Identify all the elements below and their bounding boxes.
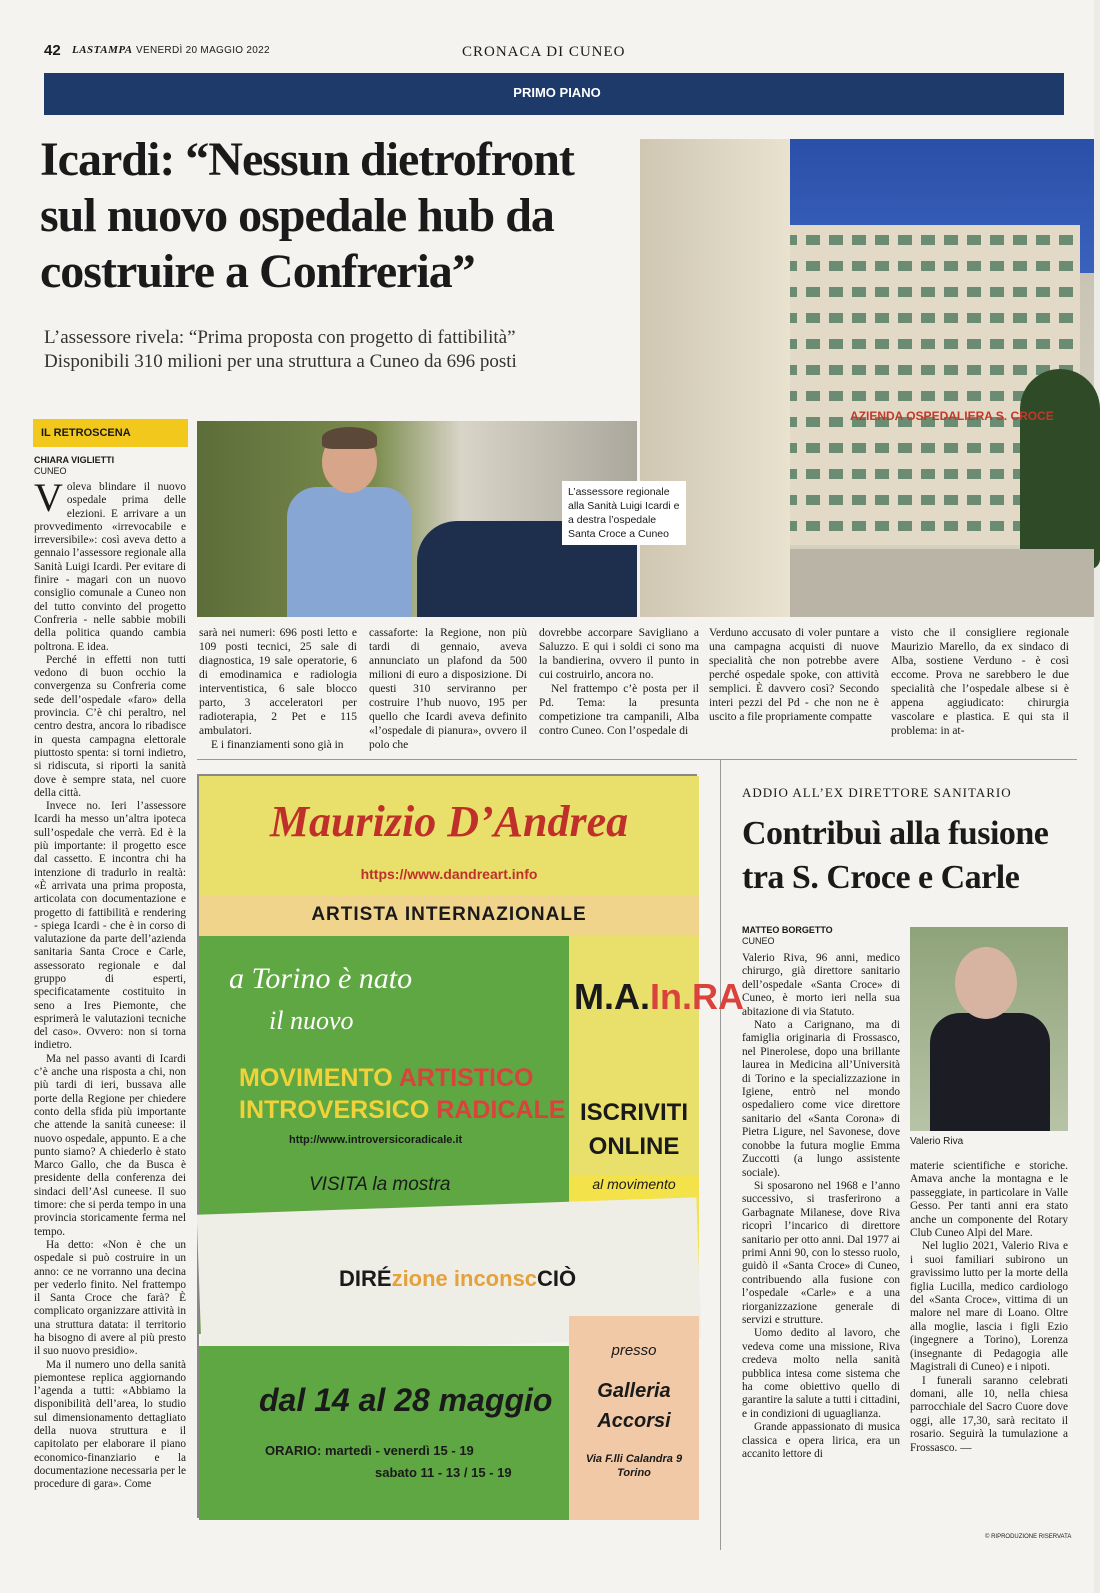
ad-url: https://www.dandreart.info — [360, 866, 538, 882]
building-window — [852, 287, 866, 297]
building-window — [1013, 235, 1027, 245]
building-window — [875, 391, 889, 401]
building-window — [1036, 235, 1050, 245]
building-window — [852, 261, 866, 271]
building-window — [944, 391, 958, 401]
building-window — [852, 339, 866, 349]
building-window — [1013, 365, 1027, 375]
building-window — [944, 365, 958, 375]
building-window — [921, 339, 935, 349]
building-window — [944, 443, 958, 453]
building-window — [898, 235, 912, 245]
building-window — [875, 365, 889, 375]
building-window — [875, 235, 889, 245]
building-window — [967, 235, 981, 245]
article-kicker: IL RETROSCENA — [33, 419, 188, 447]
building-window — [852, 521, 866, 531]
ad-line-2: il nuovo — [269, 1006, 354, 1035]
building-window — [852, 391, 866, 401]
ad-presso: presso — [611, 1342, 657, 1359]
building-window — [806, 469, 820, 479]
ad-artist-name: Maurizio D’Andrea — [269, 797, 629, 846]
building-window — [990, 313, 1004, 323]
building-window — [898, 495, 912, 505]
section-band — [44, 73, 1064, 115]
building-window — [806, 235, 820, 245]
building-window — [898, 521, 912, 531]
building-window — [990, 365, 1004, 375]
building-window — [1036, 287, 1050, 297]
building-window — [967, 521, 981, 531]
article-column-2: sarà nei numeri: 696 posti letto e 109 posti tecnici, 25 sale di diagnostica, 19 sale operatorie, 6 di emodinamica e radiologia interventistica, 6 sale blocco parto, 3 acceleratori per radioterapia, 2 Pet e 115 ambulatori. E i finanziamenti sono già in — [199, 627, 357, 751]
building-window — [990, 495, 1004, 505]
article-column-5: Verduno accusato di voler puntare a una campagna acquisti di nuove specialità che non potrebbe avere perché ospedale spoke, con attività semplici. È davvero così? Secondo interi pezzi del Pd - che non ne è uscito a file propriamente compatte — [709, 627, 879, 723]
building-window — [990, 469, 1004, 479]
building-window — [806, 495, 820, 505]
building-window — [829, 391, 843, 401]
photo-caption: L’assessore regionale alla Sanità Luigi Icardi e a destra l’ospedale Santa Croce a Cuneo — [562, 481, 686, 545]
issue-date: VENERDÌ 20 MAGGIO 2022 — [136, 45, 270, 56]
building-window — [1059, 235, 1073, 245]
building-window — [921, 235, 935, 245]
tree — [1020, 369, 1100, 569]
obituary-dateline: CUNEO — [742, 936, 775, 946]
building-window — [806, 365, 820, 375]
building-window — [806, 443, 820, 453]
building-window — [875, 261, 889, 271]
building-window — [898, 339, 912, 349]
building-window — [829, 313, 843, 323]
ad-signup-sub: al movimento — [592, 1176, 676, 1192]
author: CHIARA VIGLIETTI — [34, 455, 115, 465]
article-column-6: visto che il consigliere regionale Maurizio Marello, da ex sindaco di Alba, sostiene Verduno - è così eccome. Prova ne sarebbero le due specialità che l’ospedale albese si è appena aggiudicato: chirurgia vascolare e plastica. E qui sta il problema: in at- — [891, 627, 1069, 737]
building-window — [875, 495, 889, 505]
building-window — [806, 391, 820, 401]
subhead-line-2: Disponibili 310 milioni per una struttura a Cuneo da 696 posti — [44, 351, 517, 372]
building-window — [806, 313, 820, 323]
building-window — [1059, 261, 1073, 271]
building-window — [990, 235, 1004, 245]
building-window — [852, 235, 866, 245]
building-window — [898, 365, 912, 375]
building-window — [921, 469, 935, 479]
ad-dates: dal 14 al 28 maggio — [259, 1382, 553, 1418]
building-window — [829, 443, 843, 453]
section-title: CRONACA DI CUNEO — [462, 44, 626, 60]
building-window — [944, 469, 958, 479]
building-window — [829, 287, 843, 297]
building-window — [967, 443, 981, 453]
riva-portrait — [910, 927, 1068, 1131]
building-window — [829, 235, 843, 245]
section-tab: PRIMO PIANO — [513, 85, 601, 100]
ad-url-2: http://www.introversicoradicale.it — [289, 1134, 463, 1146]
building-window — [829, 469, 843, 479]
tower-building — [640, 139, 790, 617]
building-window — [967, 313, 981, 323]
building-window — [944, 495, 958, 505]
paper-logo: LASTAMPA — [72, 44, 133, 56]
building-window — [1059, 313, 1073, 323]
dateline: CUNEO — [34, 466, 67, 476]
building-window — [921, 495, 935, 505]
building-window — [1059, 287, 1073, 297]
building-window — [990, 521, 1004, 531]
building-window — [898, 287, 912, 297]
building-window — [1036, 261, 1050, 271]
ad-logo: M.A.In.RA — [574, 976, 744, 1017]
building-window — [921, 365, 935, 375]
portrait-caption: Valerio Riva — [910, 1136, 964, 1147]
building-window — [829, 521, 843, 531]
building-window — [1013, 287, 1027, 297]
divider — [720, 760, 721, 1550]
obituary-column-1: Valerio Riva, 96 anni, medico chirurgo, già direttore sanitario dell’ospedale «Santa Croce» di Cuneo, è morto ieri nella sua abitazione di via Statuto. Nato a Carignano, ma di famiglia originaria di Frossasco, nel Pinerolese, dopo una brillante laurea in Medicina all’Università di Torino e la specializzazione in Igiene, entrò nel mondo ospedaliero come vice direttore sanitario del «Santa Corona» di Pietra Ligure, nel Savonese, dove conobbe la futura moglie Emma Zuccotti (a lungo assistente sociale). Si sposarono nel 1968 e l’anno successivo, si trasferirono a Garbagnate Milanese, dove Riva ricoprì l’incarico di direttore sanitario per otto anni. Dal 1977 ai primi Anni 90, con lo stesso ruolo, guidò il «Santa Croce» di Cuneo, contribuendo alla fusione con l’ospedale «Carle» e a una riorganizzazione generale di servizi e strutture. Uomo dedito al lavoro, che vedeva come una missione, Riva credeva molto nella sanità pubblica intesa come sistema che ha come obiettivo quello di garantire la salute a tutti i cittadini, e in condizioni di uguaglianza. Grande appassionato di musica classica e opera lirica, era un accanito lettore di — [742, 952, 900, 1461]
building-window — [806, 287, 820, 297]
building-window — [944, 261, 958, 271]
road — [790, 549, 1094, 617]
obituary-author: MATTEO BORGETTO — [742, 925, 833, 935]
building-window — [898, 391, 912, 401]
building-window — [875, 521, 889, 531]
building-window — [990, 287, 1004, 297]
building-window — [806, 261, 820, 271]
ad-hours: ORARIO: martedì - venerdì 15 - 19 sabato 11 - 13 / 15 - 19 — [265, 1443, 512, 1480]
dropcap: V — [34, 475, 63, 520]
building-window — [921, 443, 935, 453]
building-window — [967, 261, 981, 271]
building-window — [1013, 339, 1027, 349]
building-window — [944, 235, 958, 245]
building-window — [829, 417, 843, 427]
obituary-headline: Contribuì alla fusione tra S. Croce e Carle — [742, 815, 1049, 896]
building-window — [829, 261, 843, 271]
building-window — [875, 443, 889, 453]
building-window — [990, 261, 1004, 271]
building-window — [944, 339, 958, 349]
ad-line-1: a Torino è nato — [229, 962, 413, 995]
building-window — [944, 521, 958, 531]
building-window — [990, 391, 1004, 401]
building-window — [829, 495, 843, 505]
page-header — [44, 40, 1064, 64]
hospital-sign: AZIENDA OSPEDALIERA S. CROCE — [850, 409, 1054, 423]
building-window — [990, 443, 1004, 453]
building-window — [829, 339, 843, 349]
building-window — [921, 313, 935, 323]
building-window — [898, 313, 912, 323]
obituary-kicker: ADDIO ALL’EX DIRETTORE SANITARIO — [742, 785, 1012, 800]
building-window — [852, 495, 866, 505]
building-window — [898, 261, 912, 271]
building-window — [852, 365, 866, 375]
building-window — [944, 287, 958, 297]
building-window — [1036, 313, 1050, 323]
building-window — [944, 313, 958, 323]
building-window — [967, 469, 981, 479]
article-column-1: Voleva blindare il nuovo ospedale prima delle elezioni. E arrivare a un provvedimento «irrevocabile e irreversibile»: così aveva detto a gennaio l’assessore regionale alla Sanità Luigi Icardi. Per evitare di finire - magari con un nuovo consiglio comunale a Cuneo non del tutto convinto del progetto Confreria - nelle sabbie mobili della politica quando cambia poltrona. E idea. Perché in effetti non tutti vedono di buon occhio la convergenza su Confreria come sede dell’ospedale «faro» della provincia. C’è chi peraltro, nel centro destra, ancora lo ribadisce in questa campagna elettorale piuttosto spenta: si torni indietro, si ridiscuta, si riporti la sanità dove è sempre stata, nel cuore della città. Invece no. Ieri l’assessore Icardi ha messo un’altra ipoteca sull’ospedale che verrà. Ed è la più importante: il progetto esce dal cassetto. E incontra chi ha intenzione di tradurlo in realtà: «È arrivata una prima proposta, articolata con documentazione e progetto di fattibilità e rendering - spiega Icardi - che è in corso di valutazione da parte dell’azienda sanitaria Santa Croce e Carle, assessorato regionale e dal gruppo di esperti, specificatamente costituito in seno a Ires Piemonte, che esprimerà le valutazioni tecniche del caso». Ovvero: non si torna indietro. Ma nel passo avanti di Icardi c’è anche una risposta a chi, non più tardi di ieri, bussava alle porte della Regione per chiedere conto della sfida più importante che attende la sanità cuneese: il nuovo ospedale, appunto. E a che punto siamo? A chiederlo è stato Marco Gallo, che da Busca è presidente della conferenza dei sindaci dell’Asl cuneese. Il suo timore: che si perda tempo in una provincia storicamente ferma nel tempo. Ha detto: «Non è che un ospedale si può costruire in un anno: ce ne vorranno una decina per vederlo finito. Nel frattempo il Santa Croce che farà? È complicato organizzare attività in una struttura datata: il territorio ha bisogno di avere al più presto il suo nuovo presidio». Ma il numero uno della sanità piemontese replica aggiornando l’agenda a tutti: «Abbiamo la disponibilità dell’area, lo studio sul dimensionamento dettagliato della nuova struttura e il capitolato per elaborare il piano economico-finanziario e la documentazione necessaria per le procedure di gara». Come — [34, 475, 186, 1491]
building-window — [852, 469, 866, 479]
hospital-photo — [640, 139, 1094, 617]
building-window — [1036, 339, 1050, 349]
building-window — [852, 313, 866, 323]
main-headline: Icardi: “Nessun dietrofront sul nuovo ospedale hub da costruire a Confreria” — [40, 133, 574, 298]
ad-visit: VISITA la mostra — [309, 1174, 451, 1195]
building-window — [806, 339, 820, 349]
building-window — [875, 469, 889, 479]
subhead-line-1: L’assessore rivela: “Prima proposta con progetto di fattibilità” — [44, 327, 516, 348]
ad-gallery: Galleria Accorsi — [597, 1380, 671, 1432]
building-window — [852, 443, 866, 453]
ad-address: Via F.lli Calandra 9 Torino — [585, 1453, 683, 1479]
divider — [197, 759, 1077, 760]
ad-tagline: ARTISTA INTERNAZIONALE — [199, 896, 699, 936]
building-window — [806, 417, 820, 427]
building-window — [921, 287, 935, 297]
building-window — [967, 287, 981, 297]
building-window — [921, 521, 935, 531]
ad-signup: ISCRIVITI ONLINE — [579, 1099, 688, 1160]
advertisement — [197, 774, 744, 1518]
building-window — [875, 313, 889, 323]
building-window — [921, 261, 935, 271]
building-window — [898, 469, 912, 479]
building-window — [829, 365, 843, 375]
building-window — [990, 339, 1004, 349]
building-window — [1059, 339, 1073, 349]
copyright: © RIPRODUZIONE RISERVATA — [985, 1534, 1072, 1540]
building-window — [967, 495, 981, 505]
building-window — [967, 391, 981, 401]
building-window — [898, 443, 912, 453]
article-column-3: cassaforte: la Regione, non più tardi di gennaio, aveva annunciato un plafond da 500 milioni di euro a disposizione. Di questi 310 serviranno per costruire l’hub nuovo, 195 per quello che Icardi aveva definito «l’ospedale di pianura», ovvero il polo che — [369, 627, 527, 751]
building-window — [875, 287, 889, 297]
obituary-column-2: materie scientifiche e storiche. Amava anche la montagna e le passeggiate, in particolare in Valle Gesso. Per tanti anni era stato anche un componente del Rotary Club Cuneo Alpi del Mare. Nel luglio 2021, Valerio Riva e i suoi familiari subirono un gravissimo lutto per la morte della figlia Lucilla, medico cardiologo del «Santa Croce», vittima di un malore nel mare di Loano. Oltre alla moglie, lascia i figli Ezio (ingegnere a Torino), Lorenza (insegnante di Pedagogia alle Magistrali di Cuneo) e i nipoti. I funerali saranno celebrati domani, alle 10, nella chiesa parrocchiale del Sacro Cuore dove oggi, alle 17,30, sarà recitato il rosario. Seguirà la tumulazione a Frossasco. — — [910, 1160, 1068, 1454]
main-subhead — [44, 326, 644, 374]
ad-movement: MOVIMENTO ARTISTICO INTROVERSICO RADICALE — [239, 1064, 566, 1124]
building-window — [967, 339, 981, 349]
person-figure — [277, 431, 417, 617]
building-window — [1013, 313, 1027, 323]
building-window — [806, 521, 820, 531]
ad-direzione: DIRÉzione inconscCIÒ — [339, 1266, 577, 1291]
building-window — [921, 391, 935, 401]
page-number: 42 — [44, 42, 61, 59]
building-window — [967, 365, 981, 375]
article-column-4: dovrebbe accorpare Savigliano a Saluzzo. E qui i soldi ci sono ma la bandierina, ovvero il punto in cui costruirlo, ancora no. Nel frattempo c’è posta per il Pd. Tema: la presunta competizione tra campanili, Alba contro Cuneo. Con l’ospedale di — [539, 627, 699, 737]
building-window — [1013, 261, 1027, 271]
building-window — [875, 339, 889, 349]
